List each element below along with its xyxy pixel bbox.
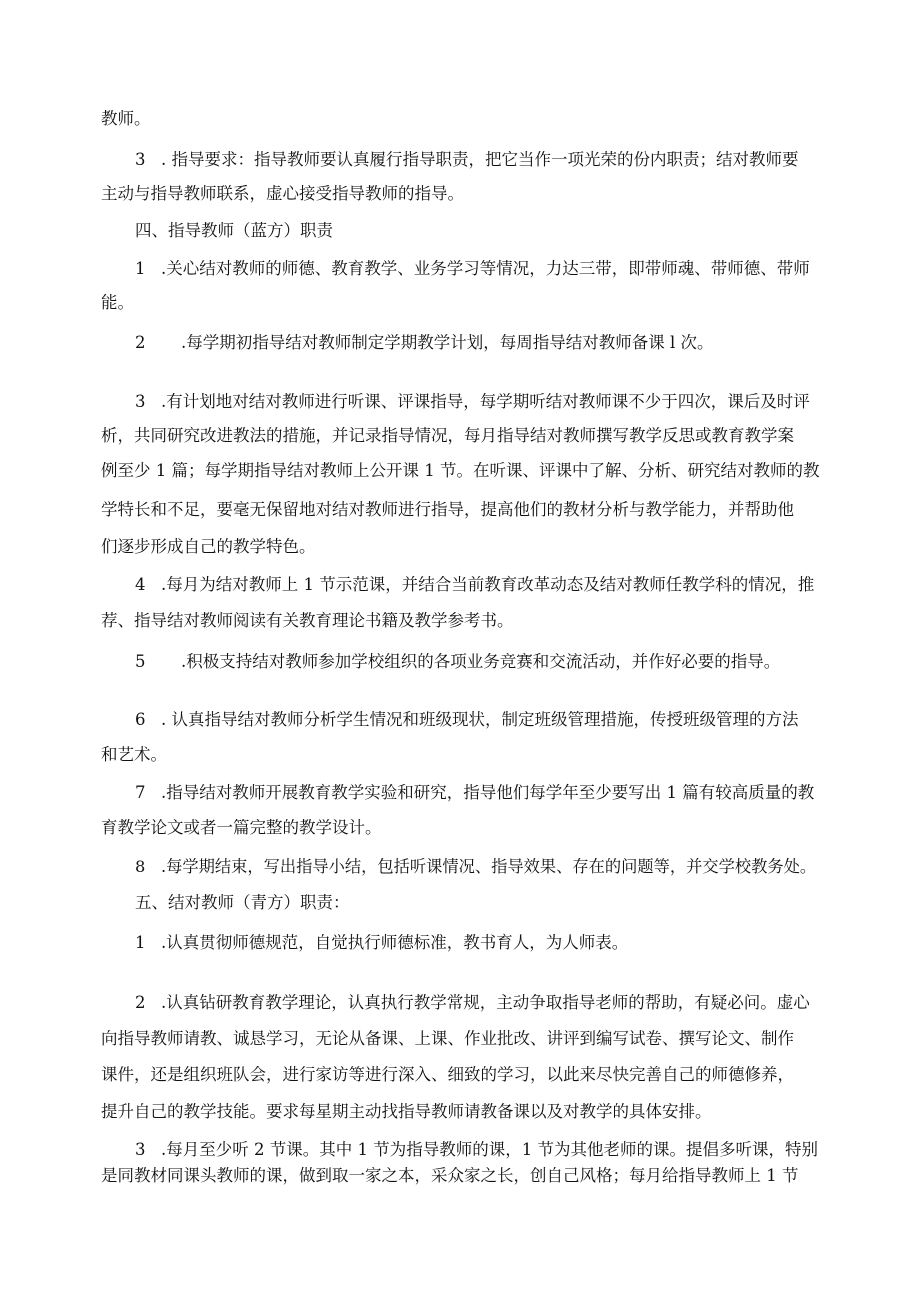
text-line: 向指导教师请教、诚恳学习，无论从备课、上课、作业批改、讲评到编写试卷、撰写论文、制作 bbox=[101, 1029, 794, 1048]
paragraph-mentor-duty-8: 8 .每学期结束，写出指导小结，包括听课情况、指导效果、存在的问题等，并交学校教务处。 bbox=[135, 857, 817, 876]
text-line: 学特长和不足，要毫无保留地对结对教师进行指导，提高他们的教材分析与教学能力，并帮助他 bbox=[101, 500, 794, 519]
text-line: 们逐步形成自己的教学特色。 bbox=[101, 537, 316, 556]
text-line: 是同教材同课头教师的课，做到取一家之本，采众家之长，创自己风格；每月给指导教师上 1 节 bbox=[101, 1166, 799, 1185]
text-line-continuation: 教师。 bbox=[101, 109, 151, 128]
text-line: 析，共同研究改进教法的措施，并记录指导情况，每月指导结对教师撰写教学反思或教育教学案 bbox=[101, 426, 794, 445]
paragraph-mentor-duty-4: 4 .每月为结对教师上 1 节示范课，并结合当前教育改革动态及结对教师任教学科的情况，推 bbox=[135, 575, 815, 594]
text-line: 主动与指导教师联系，虚心接受指导教师的指导。 bbox=[101, 184, 464, 203]
paragraph-guidance-requirements: 3 . 指导要求：指导教师要认真履行指导职责，把它当作一项光荣的份内职责；结对教师要 bbox=[135, 150, 799, 169]
section-heading-4: 四、指导教师（蓝方）职责 bbox=[135, 221, 333, 240]
paragraph-mentor-duty-7: 7 .指导结对教师开展教育教学实验和研究，指导他们每学年至少要写出 1 篇有较高质量的教 bbox=[135, 783, 815, 802]
paragraph-mentor-duty-6: 6 . 认真指导结对教师分析学生情况和班级现状，制定班级管理措施，传授班级管理的方法 bbox=[135, 710, 799, 729]
text-line: 能。 bbox=[101, 293, 134, 312]
paragraph-mentee-duty-3: 3 .每月至少听 2 节课。其中 1 节为指导教师的课，1 节为其他老师的课。提倡多听课，特别 bbox=[135, 1140, 818, 1159]
paragraph-mentor-duty-1: 1 .关心结对教师的师德、教育教学、业务学习等情况，力达三带，即带师魂、带师德、带师 bbox=[135, 259, 810, 278]
paragraph-mentor-duty-2: 2 .每学期初指导结对教师制定学期教学计划，每周指导结对教师备课 l 次。 bbox=[135, 333, 714, 352]
text-line: 和艺术。 bbox=[101, 745, 167, 764]
section-heading-5: 五、结对教师（青方）职责： bbox=[135, 893, 350, 912]
paragraph-mentor-duty-5: 5 .积极支持结对教师参加学校组织的各项业务竞赛和交流活动，并作好必要的指导。 bbox=[135, 652, 781, 671]
text-line: 课件，还是组织班队会，进行家访等进行深入、细致的学习，以此来尽快完善自己的师德修养， bbox=[101, 1065, 794, 1084]
text-line: 例至少 1 篇；每学期指导结对教师上公开课 1 节。在听课、评课中了解、分析、研究结对教师的教 bbox=[101, 461, 820, 480]
text-line: 提升自己的教学技能。要求每星期主动找指导教师请教备课以及对教学的具体安排。 bbox=[101, 1102, 712, 1121]
paragraph-mentee-duty-2: 2 .认真钻研教育教学理论，认真执行教学常规，主动争取指导老师的帮助，有疑必问。虚心 bbox=[135, 993, 810, 1012]
paragraph-mentee-duty-1: 1 .认真贯彻师德规范，自觉执行师德标准，教书育人，为人师表。 bbox=[135, 933, 629, 952]
paragraph-mentor-duty-3: 3 .有计划地对结对教师进行听课、评课指导，每学期听结对教师课不少于四次，课后及时评 bbox=[135, 392, 810, 411]
text-line: 育教学论文或者一篇完整的教学设计。 bbox=[101, 818, 382, 837]
text-line: 荐、指导结对教师阅读有关教育理论书籍及教学参考书。 bbox=[101, 611, 514, 630]
